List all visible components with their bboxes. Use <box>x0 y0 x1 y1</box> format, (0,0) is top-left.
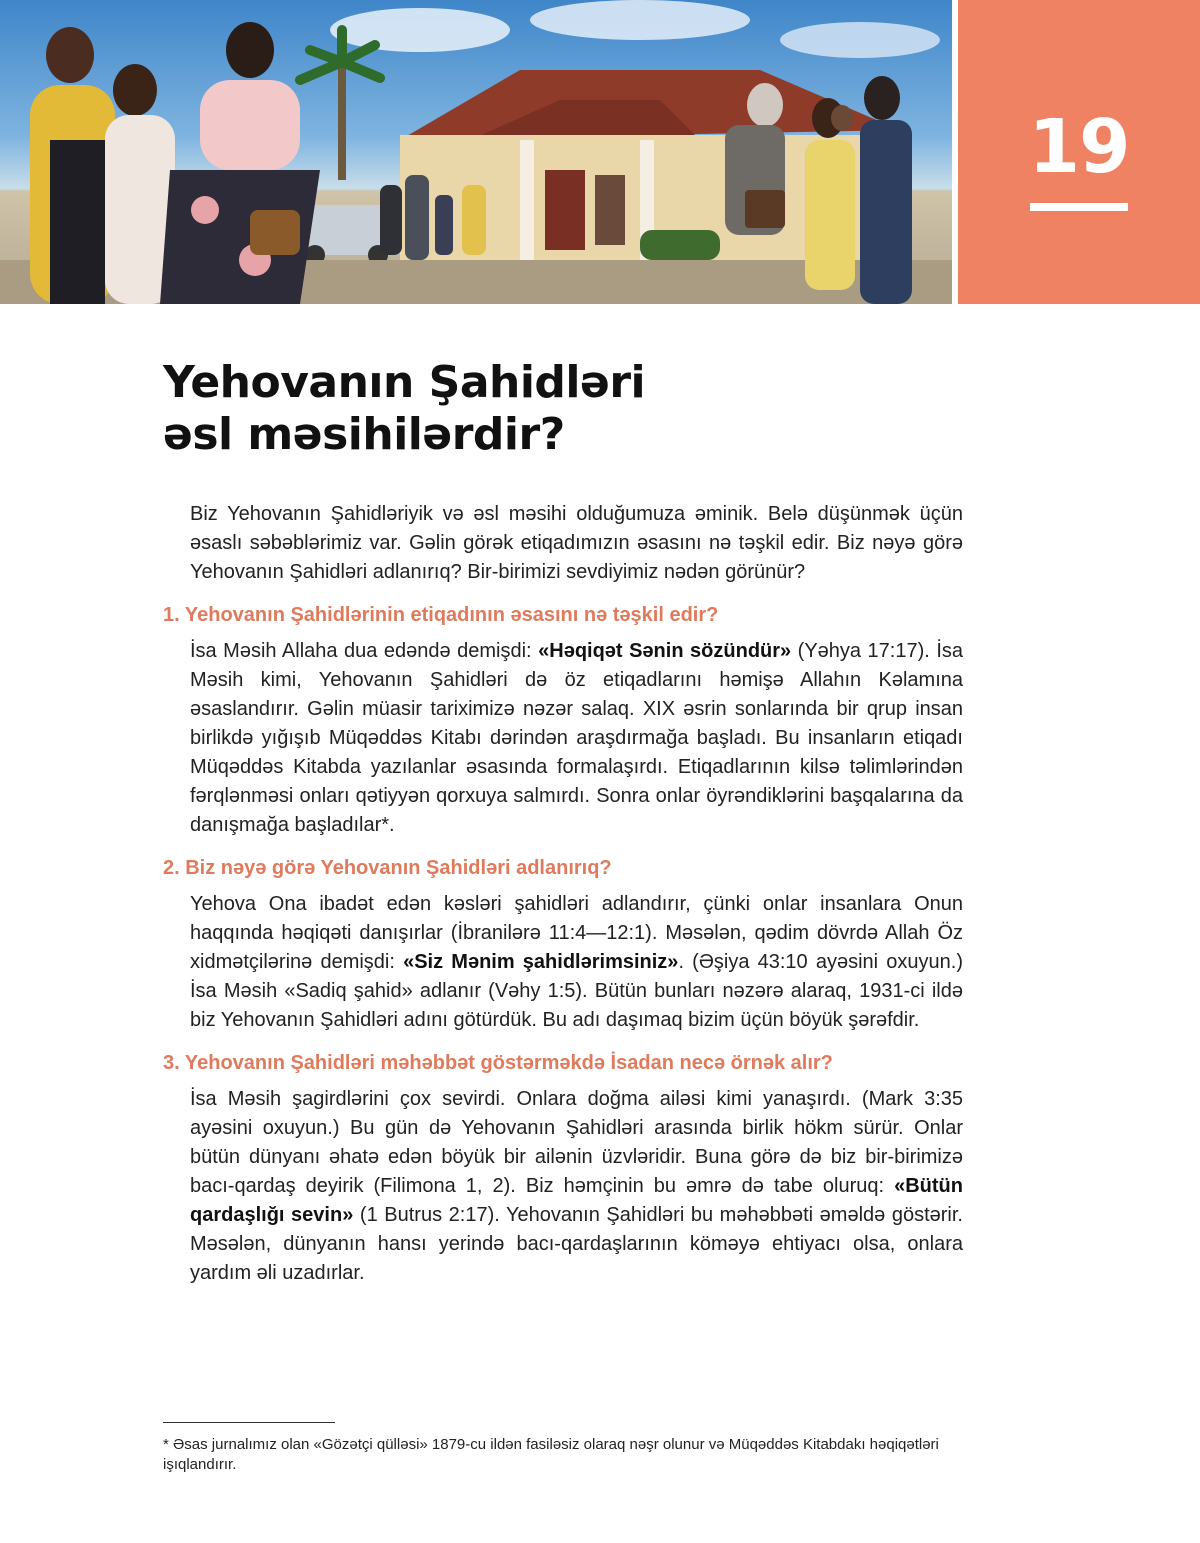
answer-1-text-a: İsa Məsih Allaha dua edəndə demişdi: <box>190 640 539 662</box>
page-title <box>163 357 645 461</box>
hero-photo <box>0 0 952 304</box>
intro-paragraph: Biz Yehovanın Şahidləriyik və əsl məsihi olduğumuza əminik. Belə düşünmək üçün əsaslı səbəblərimiz var. Gəlin görək etiqadımızın əsasını nə təşkil edir. Biz nəyə görə Yehovanın Şahidləri adlanırıq? Bir-birimizi sevdiyimiz nədən görünür? <box>190 503 963 583</box>
lesson-number-underline <box>1030 203 1128 211</box>
question-2: 2. Biz nəyə görə Yehovanın Şahidləri adlanırıq? <box>163 857 612 879</box>
article-body <box>163 500 963 1288</box>
question-1: 1. Yehovanın Şahidlərinin etiqadının əsasını nə təşkil edir? <box>163 604 719 626</box>
answer-1-quote: «Həqiqət Sənin sözündür» <box>538 640 792 662</box>
page-title-line-1: Yehovanın Şahidləri <box>163 357 646 408</box>
answer-3-quote: «Bütün qardaşlığı sevin» <box>190 1175 963 1226</box>
answer-3 <box>190 1085 963 1288</box>
answer-2-text-b: . (Əşiya 43:10 ayəsini oxuyun.) İsa Məsih «Sadiq şahid» adlanır (Vəhy 1:5). Bütün bunları nəzərə alaraq, 1931-ci ildə biz Yehovanın Şahidləri adını götürdük. Bu adı daşımaq bizim üçün böyük şərəfdir. <box>190 951 963 1031</box>
lesson-number: 19 <box>1028 104 1130 190</box>
question-3: 3. Yehovanın Şahidləri məhəbbət göstərməkdə İsadan necə örnək alır? <box>163 1052 833 1074</box>
answer-1-text-b: (Yəhya 17:17). İsa Məsih kimi, Yehovanın Şahidləri də öz etiqadlarını həmişə Allahın Kəlamına əsaslandırır. Gəlin müasir tariximizə nəzər salaq. XIX əsrin sonlarında bir qrup insan birlikdə yığışıb Müqəddəs Kitabı dərindən araşdırmağa başladı. Bu insanların etiqadı Müqəddəs Kitabda yazılanlar əsasında formalaşırdı. Etiqadlarının kilsə təlimlərindən fərqlənməsi onları qətiyyən qorxuya salmırdı. Sonra onlar öyrəndiklərini başqalarına da danışmağa başladılar*. <box>190 640 963 836</box>
footnote-divider <box>163 1422 335 1423</box>
answer-3-text-a: İsa Məsih şagirdlərini çox sevirdi. Onlara doğma ailəsi kimi yanaşırdı. (Mark 3:35 ayəsini oxuyun.) Bu gün də Yehovanın Şahidləri arasında birlik hökm sürür. Onlar bütün dünyanı əhatə edən böyük bir ailənin üzvləridir. Buna görə də biz bir-birimizə bacı-qardaş deyirik (Filimona 1, 2). Biz həmçinin bu əmrə də tabe oluruq: <box>190 1088 963 1197</box>
hero-illustration <box>0 0 952 304</box>
page-title-line-2: əsl məsihilərdir? <box>163 409 565 460</box>
footnote: * Əsas jurnalımız olan «Gözətçi qülləsi» 1879-cu ildən fasiləsiz olaraq nəşr olunur və Müqəddəs Kitabdakı həqiqətləri işıqlandırır. <box>163 1436 939 1473</box>
answer-1 <box>190 637 963 840</box>
answer-2 <box>190 890 963 1035</box>
answer-2-quote: «Siz Mənim şahidlərimsiniz» <box>403 951 679 973</box>
lesson-number-box <box>958 0 1200 304</box>
answer-2-text-a: Yehova Ona ibadət edən kəsləri şahidləri adlandırır, çünki onlar insanlara Onun haqqında həqiqəti danışırlar (İbranilərə 11:4—12:1). Məsələn, qədim dövrdə Allah Öz xidmətçilərinə demişdi: <box>190 893 963 973</box>
answer-3-text-b: (1 Butrus 2:17). Yehovanın Şahidləri bu məhəbbəti əməldə göstərir. Məsələn, dünyanın hansı yerində bacı-qardaşlarının köməyə ehtiyacı olsa, onlara yardım əli uzadırlar. <box>190 1204 963 1284</box>
